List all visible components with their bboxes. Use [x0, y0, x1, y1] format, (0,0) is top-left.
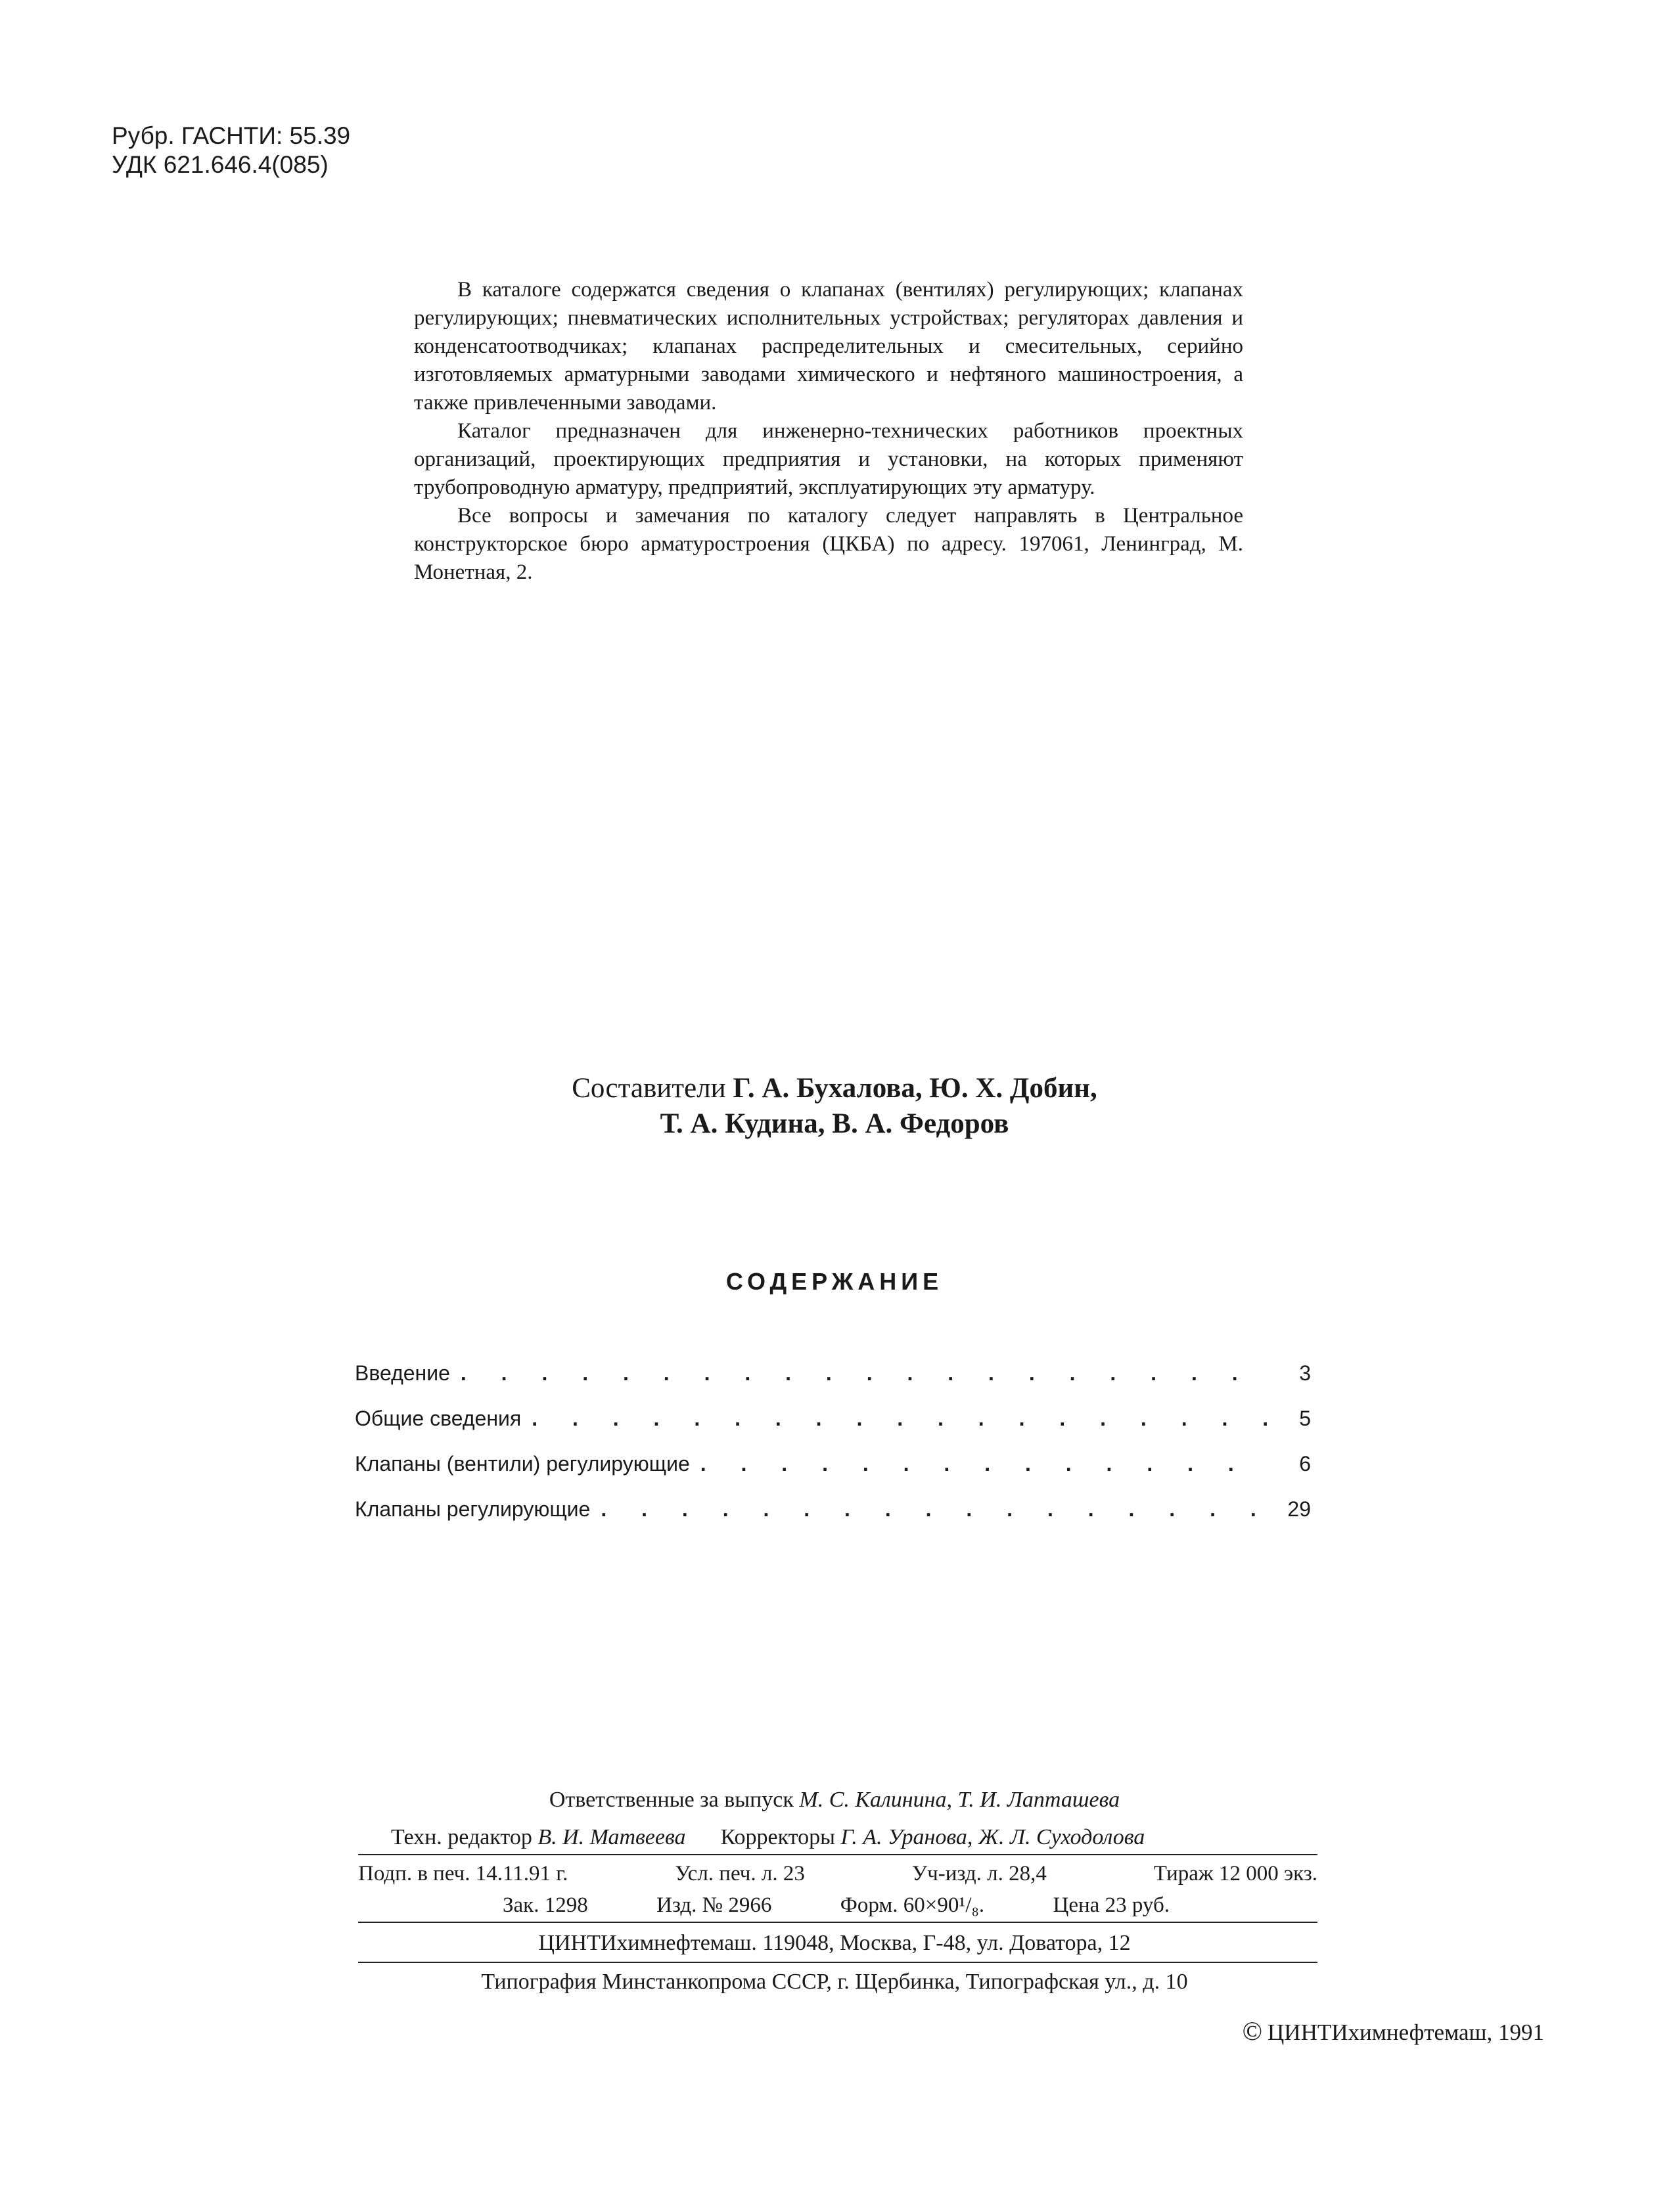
conventional-sheets: Усл. печ. л. 23 [675, 1862, 805, 1885]
publisher-sheets: Уч-изд. л. 28,4 [911, 1862, 1047, 1885]
tech-editor-name: В. И. Матвеева [537, 1825, 686, 1849]
toc-entry-label: Общие сведения [355, 1407, 522, 1430]
copyright-text: ЦИНТИхимнефтемаш, 1991 [1268, 2020, 1544, 2045]
toc-entry[interactable] [355, 1452, 1311, 1497]
edition-number: Изд. № 2966 [656, 1893, 772, 1917]
toc-entry-page: 5 [1299, 1407, 1311, 1430]
toc-leader-dots [461, 1361, 1268, 1386]
responsible-label: Ответственные за выпуск [549, 1788, 794, 1812]
imprint-divider [358, 1962, 1317, 1963]
format: Форм. 60×90¹/₈. [840, 1893, 985, 1917]
print-run: Тираж 12 000 экз. [1153, 1862, 1317, 1885]
rubric-code: Рубр. ГАСНТИ: 55.39 [112, 122, 351, 149]
imprint-divider [358, 1922, 1317, 1923]
compilers-names-line-2: Т. А. Кудина, В. А. Федоров [660, 1108, 1009, 1139]
udk-code: УДК 621.646.4(085) [112, 151, 329, 178]
table-of-contents [355, 1361, 1311, 1543]
copyright [1243, 2016, 1544, 2046]
imprint-responsible [0, 1787, 1669, 1813]
toc-entry-label: Клапаны (вентили) регулирующие [355, 1452, 690, 1476]
toc-leader-dots [700, 1452, 1268, 1476]
toc-entry-page: 3 [1299, 1361, 1311, 1385]
correctors-label: Корректоры [720, 1825, 835, 1849]
abstract-paragraph: В каталоге содержатся сведения о клапанах (вентилях) регулирующих; клапанах регулирующих; пневматических исполнительных устройствах; регуляторах давления и конденсатоотводчиках; клапанах распределительных и смесительных, серийно изготовляемых арматурными заводами химического и нефтяного машиностроения, а также привлеченными заводами. [414, 278, 1243, 415]
abstract-paragraph: Все вопросы и замечания по каталогу следует направлять в Центральное конструкторское бюро арматуростроения (ЦКБА) по адресу. 197061, Ленинград, М. Монетная, 2. [414, 504, 1243, 584]
toc-entry-label: Клапаны регулирующие [355, 1497, 591, 1521]
signed-to-print: Подп. в печ. 14.11.91 г. [358, 1862, 568, 1885]
toc-entry-page: 6 [1299, 1452, 1311, 1476]
responsible-names: М. С. Калинина, Т. И. Лапташева [799, 1788, 1120, 1812]
toc-entry[interactable] [355, 1407, 1311, 1452]
abstract-paragraph: Каталог предназначен для инженерно-технических работников проектных организаций, проектирующих предприятия и установки, на которых применяют трубопроводную арматуру, предприятий, эксплуатирующих эту арматуру. [414, 419, 1243, 499]
correctors-names: Г. А. Уранова, Ж. Л. Суходолова [840, 1825, 1145, 1849]
price: Цена 23 руб. [1053, 1893, 1170, 1917]
compilers [0, 1071, 1669, 1142]
publisher-address: ЦИНТИхимнефтемаш. 119048, Москва, Г-48, ул. Доватора, 12 [538, 1931, 1131, 1955]
imprint-print-data-row-2 [503, 1892, 1170, 1918]
printer-address: Типография Минстанкопрома СССР, г. Щербинка, Типографская ул., д. 10 [481, 1970, 1188, 1994]
abstract [414, 276, 1243, 587]
classification-header [112, 122, 350, 179]
tech-editor-label: Техн. редактор [391, 1825, 532, 1849]
toc-title: СОДЕРЖАНИЕ [725, 1268, 944, 1295]
order-number: Зак. 1298 [503, 1893, 588, 1917]
imprint-editors [391, 1824, 1145, 1851]
toc-entry-page: 29 [1287, 1497, 1311, 1521]
toc-entry[interactable] [355, 1497, 1311, 1543]
copyright-icon: © [1242, 2016, 1263, 2046]
toc-leader-dots [532, 1407, 1268, 1431]
compilers-label: Составители [572, 1073, 726, 1104]
imprint-divider [358, 1854, 1317, 1855]
compilers-names-line-1: Г. А. Бухалова, Ю. Х. Добин, [733, 1073, 1097, 1104]
toc-entry[interactable] [355, 1361, 1311, 1407]
toc-leader-dots [601, 1497, 1268, 1522]
imprint-print-data-row-1 [358, 1861, 1317, 1887]
toc-entry-label: Введение [355, 1361, 450, 1385]
